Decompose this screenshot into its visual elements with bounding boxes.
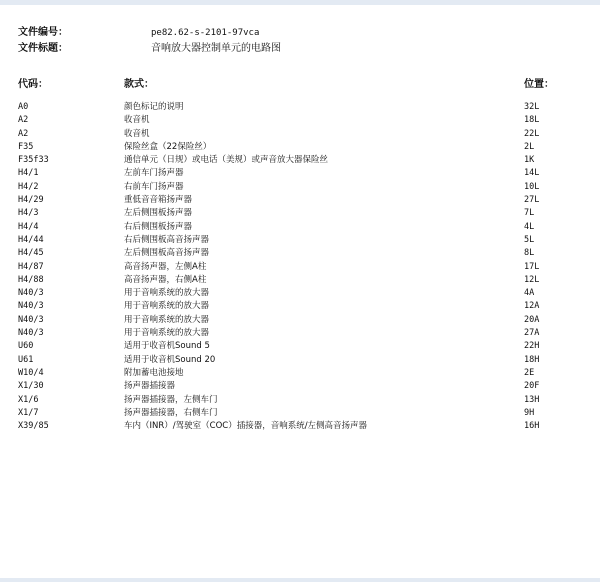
desc-cell: 用于音响系统的放大器 <box>124 288 210 299</box>
pos-cell: 14L <box>524 168 540 179</box>
code-cell: H4/3 <box>18 208 39 219</box>
pos-cell: 8L <box>524 248 535 259</box>
pos-cell: 10L <box>524 181 540 192</box>
code-cell: H4/2 <box>18 181 39 192</box>
pos-cell: 13H <box>524 394 540 405</box>
pos-cell: 1K <box>524 155 535 166</box>
desc-cell: 右后侧围板高音扬声器 <box>124 234 210 245</box>
table-row <box>18 354 582 367</box>
table-row <box>18 114 582 127</box>
pos-cell: 18L <box>524 115 540 126</box>
code-cell: X1/6 <box>18 394 39 405</box>
table-row <box>18 394 582 407</box>
desc-cell: 适用于收音机Sound 5 <box>124 341 210 352</box>
document-title-row <box>18 41 582 57</box>
table-row <box>18 247 582 260</box>
code-cell: U60 <box>18 341 34 352</box>
desc-cell: 收音机 <box>124 128 150 139</box>
table-row <box>18 234 582 247</box>
desc-cell: 保险丝盒（22保险丝） <box>124 141 212 152</box>
top-border-bar <box>0 0 600 5</box>
table-row <box>18 287 582 300</box>
code-cell: H4/44 <box>18 234 44 245</box>
pos-cell: 20A <box>524 314 540 325</box>
code-cell: N40/3 <box>18 288 44 299</box>
code-cell: H4/87 <box>18 261 44 272</box>
code-cell: W10/4 <box>18 367 44 378</box>
table-row <box>18 420 582 433</box>
code-cell: N40/3 <box>18 301 44 312</box>
desc-cell: 用于音响系统的放大器 <box>124 328 210 339</box>
document-number-label: 文件编号： <box>18 27 68 38</box>
code-cell: A0 <box>18 102 29 112</box>
table-row <box>18 300 582 313</box>
code-cell: H4/29 <box>18 195 44 206</box>
document-page <box>18 25 582 432</box>
pos-cell: 22L <box>524 128 540 139</box>
desc-cell: 颜色标记的说明 <box>124 102 184 112</box>
code-cell: A2 <box>18 115 29 126</box>
table-row <box>18 207 582 220</box>
desc-cell: 扬声器插接器，右侧车门 <box>124 407 218 418</box>
code-cell: F35f33 <box>18 155 49 166</box>
pos-cell: 9H <box>524 407 535 418</box>
code-cell: H4/1 <box>18 168 39 179</box>
table-row <box>18 340 582 353</box>
pos-cell: 17L <box>524 261 540 272</box>
document-title-value: 音响放大器控制单元的电路图 <box>151 43 281 54</box>
table-header <box>18 77 582 93</box>
desc-cell: 用于音响系统的放大器 <box>124 314 210 325</box>
table-row <box>18 314 582 327</box>
pos-cell: 7L <box>524 208 535 219</box>
code-cell: U61 <box>18 354 34 365</box>
table-row <box>18 367 582 380</box>
pos-cell: 27A <box>524 328 540 339</box>
document-number-value: pe82.62-s-2101-97vca <box>151 28 260 38</box>
table-row <box>18 181 582 194</box>
pos-cell: 27L <box>524 195 540 206</box>
code-cell: X1/7 <box>18 407 39 418</box>
pos-cell: 2E <box>524 367 535 378</box>
table-row <box>18 380 582 393</box>
desc-cell: 扬声器插接器 <box>124 381 176 392</box>
desc-cell: 高音扬声器，左侧A柱 <box>124 261 207 272</box>
pos-cell: 2L <box>524 141 535 152</box>
pos-cell: 12A <box>524 301 540 312</box>
table-row <box>18 101 582 114</box>
document-title-label: 文件标题： <box>18 43 68 54</box>
pos-cell: 22H <box>524 341 540 352</box>
code-cell: N40/3 <box>18 314 44 325</box>
desc-cell: 用于音响系统的放大器 <box>124 301 210 312</box>
desc-cell: 左前车门扬声器 <box>124 168 184 179</box>
desc-cell: 收音机 <box>124 115 150 126</box>
desc-cell: 适用于收音机Sound 20 <box>124 354 216 365</box>
table-row <box>18 128 582 141</box>
pos-cell: 32L <box>524 102 540 112</box>
desc-cell: 右后侧围板扬声器 <box>124 221 193 232</box>
table-row <box>18 167 582 180</box>
desc-cell: 扬声器插接器，左侧车门 <box>124 394 218 405</box>
desc-cell: 左后侧围板扬声器 <box>124 208 193 219</box>
header-pos: 位置： <box>524 79 554 90</box>
header-code: 代码： <box>18 79 48 90</box>
table-row <box>18 407 582 420</box>
code-cell: N40/3 <box>18 328 44 339</box>
code-cell: H4/4 <box>18 221 39 232</box>
pos-cell: 4L <box>524 221 535 232</box>
pos-cell: 16H <box>524 421 540 432</box>
component-list <box>18 101 582 433</box>
table-row <box>18 261 582 274</box>
desc-cell: 右前车门扬声器 <box>124 181 184 192</box>
table-row <box>18 154 582 167</box>
table-row <box>18 327 582 340</box>
desc-cell: 通信单元（日规）或电话（美规）或声音放大器保险丝 <box>124 155 329 166</box>
document-number-row <box>18 25 582 41</box>
code-cell: F35 <box>18 141 34 152</box>
pos-cell: 12L <box>524 274 540 285</box>
desc-cell: 重低音音箱扬声器 <box>124 195 193 206</box>
desc-cell: 附加蓄电池接地 <box>124 367 184 378</box>
desc-cell: 左后侧围板高音扬声器 <box>124 248 210 259</box>
table-row <box>18 194 582 207</box>
code-cell: A2 <box>18 128 29 139</box>
table-row <box>18 274 582 287</box>
pos-cell: 20F <box>524 381 540 392</box>
table-row <box>18 221 582 234</box>
pos-cell: 18H <box>524 354 540 365</box>
desc-cell: 车内（INR）/驾驶室（COC）插接器，音响系统/左侧高音扬声器 <box>124 421 368 432</box>
code-cell: X39/85 <box>18 421 49 432</box>
code-cell: H4/45 <box>18 248 44 259</box>
pos-cell: 5L <box>524 234 535 245</box>
pos-cell: 4A <box>524 288 535 299</box>
code-cell: X1/30 <box>18 381 44 392</box>
table-row <box>18 141 582 154</box>
code-cell: H4/88 <box>18 274 44 285</box>
header-desc: 款式： <box>124 79 154 90</box>
bottom-border-bar <box>0 578 600 582</box>
desc-cell: 高音扬声器，右侧A柱 <box>124 274 207 285</box>
